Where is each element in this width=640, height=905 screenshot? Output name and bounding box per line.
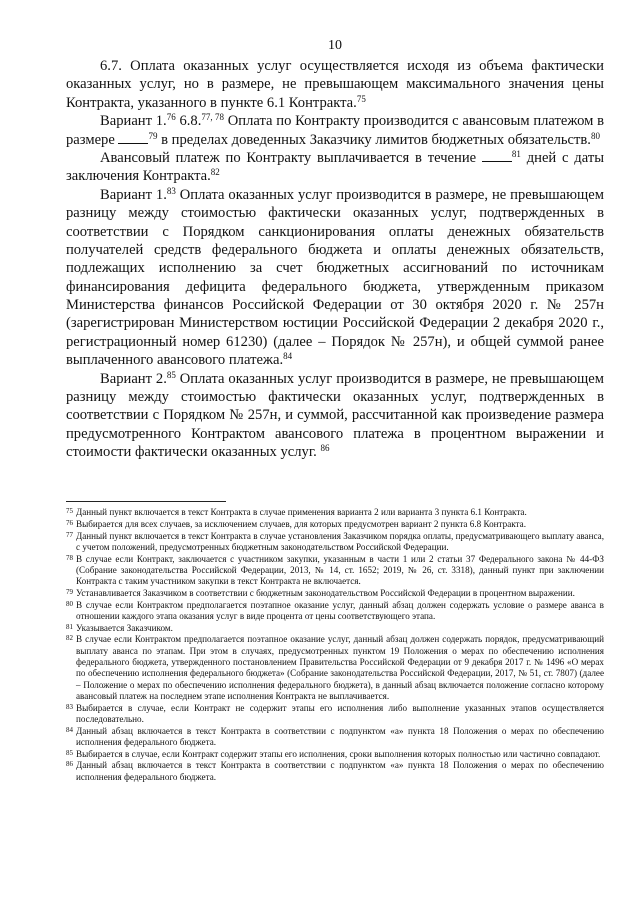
footnote — [66, 554, 604, 588]
footnote-text: Данный пункт включается в текст Контракта в случае применения варианта 2 или варианта 3 пункта 6.1 Контракта. — [76, 507, 527, 518]
footnotes — [66, 507, 604, 783]
paragraph-variant-1-payment — [66, 186, 604, 369]
contract-body — [66, 57, 604, 461]
footnote — [66, 600, 604, 623]
footnote-number: 84 — [66, 725, 73, 734]
paragraph-6-7 — [66, 57, 604, 112]
footnote-number: 81 — [66, 622, 73, 631]
footnote-ref: 75 — [356, 93, 366, 104]
paragraph-text: Авансовый платеж по Контракту выплачивается в течение — [100, 150, 482, 167]
footnote-text: Выбирается в случае, если Контракт не содержит этапы его исполнения либо выполнение указанных этапов осуществляется последовательно. — [76, 702, 604, 725]
footnote-ref: 80 — [590, 130, 600, 141]
paragraph-variant-1-advance — [66, 112, 604, 149]
footnote-ref: 82 — [210, 167, 220, 178]
footnote-number: 77 — [66, 530, 73, 539]
footnote — [66, 726, 604, 749]
footnote-number: 75 — [66, 507, 73, 516]
footnote-text: Устанавливается Заказчиком в соответствии с бюджетным законодательством Российской Федерации в процентном выражении. — [76, 587, 575, 598]
paragraph-text: 6.7. Оплата оказанных услуг осуществляется исходя из объема фактически оказанных услуг, но в размере, не превышающем максимального значения цены Контракта, указанного в пункте 6.1 Контракта. — [66, 58, 604, 111]
footnote — [66, 519, 604, 530]
footnote-ref: 76 — [166, 112, 176, 123]
blank-line — [482, 150, 512, 162]
footnote-ref: 83 — [166, 185, 176, 196]
blank-line — [118, 132, 148, 144]
footnote — [66, 703, 604, 726]
paragraph-variant-2-payment — [66, 370, 604, 462]
footnote-text: Выбирается в случае, если Контракт содержит этапы его исполнения, сроки выполнения которых полностью или частично совпадают. — [76, 748, 601, 759]
footnote-text: Указывается Заказчиком. — [76, 622, 173, 633]
footnote-number: 80 — [66, 599, 73, 608]
paragraph-text: Оплата оказанных услуг производится в размере, не превышающем разницу между стоимостью фактически оказанных услуг, подтвержденных в соответствии с Порядком № 257н, и суммой, рассчитанной как произведение размера предусмотренного Контрактом авансового платежа в процентном выражении и стоимости фактически оказанных услуг. — [66, 370, 604, 460]
footnote-number: 79 — [66, 587, 73, 596]
footnote — [66, 749, 604, 760]
footnote-number: 85 — [66, 748, 73, 757]
footnote-ref: 85 — [166, 369, 176, 380]
footnote-ref: 77, 78 — [201, 112, 224, 123]
footnote — [66, 760, 604, 783]
footnote-ref: 79 — [148, 130, 158, 141]
paragraph-text: Вариант 2. — [100, 370, 167, 387]
footnote-text: В случае если Контракт, заключается с участником закупки, указанным в части 1 или 2 статьи 37 Федерального закона № 44-ФЗ (Собрание законодательства Российской Федерации, 2013, № 14, ст. 1652; 2019, № 26, ст. 3318), данный пункт при заключении Контракта с таким участником закупки в текст Контракта не включается. — [76, 553, 604, 587]
paragraph-text: Вариант 1. — [100, 113, 167, 130]
footnote — [66, 588, 604, 599]
footnote-text: Выбирается для всех случаев, за исключением случаев, для которых предусмотрен вариант 2 пункта 6.8 Контракта. — [76, 518, 526, 529]
footnote-text: В случае если Контрактом предполагается поэтапное оказание услуг, данный абзац должен содержать условие о размере аванса в отношении каждого этапа оказания услуг в виде процента от цены соответствующего этапа. — [76, 599, 604, 621]
footnote — [66, 507, 604, 518]
footnote-divider — [66, 501, 226, 502]
footnote-text: Данный абзац включается в текст Контракта в соответствии с подпунктом «а» пункта 18 Положения о мерах по обеспечению исполнения федерального бюджета. — [76, 760, 604, 782]
footnote-ref: 84 — [283, 351, 293, 362]
footnote-text: В случае если Контрактом предполагается поэтапное оказание услуг, данный абзац должен содержать порядок, предусматривающий выплату аванса по этапам. При этом в случаях, предусмотренных пунктом 19 Положения о мерах по обеспечению исполнения федерального бюджета, утвержденного постановлением Правительства Российской Федерации от 9 декабря 2017 г. № 1496 «О мерах по обеспечению исполнения федерального бюджета» (Собрание законодательства Российской Федерации, 2017, № 51, ст. 7807) (далее – Положение о мерах по обеспечению исполнения федерального бюджета), в данный абзац включается положение согласно которому авансовый платеж на последнем этапе исполнения Контракта не выплачивается. — [76, 634, 604, 702]
footnote-ref: 81 — [511, 149, 521, 160]
footnote — [66, 531, 604, 554]
footnote-text: Данный абзац включается в текст Контракта в соответствии с подпунктом «а» пункта 18 Положения о мерах по обеспечению исполнения федерального бюджета. — [76, 725, 604, 748]
paragraph-text: Оплата оказанных услуг производится в размере, не превышающем разницу между стоимостью фактически оказанных услуг, подтвержденных в соответствии с Порядком санкционирования оплаты денежных обязательств получателей средств федерального бюджета и оплаты денежных обязательств, подлежащих исполнению за счет бюджетных ассигнований по источникам финансирования дефицита федерального бюджета, утвержденным приказом Министерства финансов Российской Федерации от 30 октября 2020 г. № 257н (зарегистрирован Министерством юстиции Российской Федерации 2 декабря 2020 г., регистрационный номер 61230) (далее – Порядок № 257н), и общей суммой ранее выплаченного авансового платежа. — [66, 186, 604, 369]
paragraph-text: 6.8. — [175, 113, 202, 130]
paragraph-advance-term — [66, 149, 604, 186]
footnote — [66, 623, 604, 634]
paragraph-text: Оплата по Контракту производится с авансовым платежом в размере — [66, 113, 605, 148]
footnote-ref: 86 — [320, 442, 330, 453]
footnote-number: 86 — [66, 760, 73, 769]
footnote-number: 78 — [66, 553, 73, 562]
footnote-text: Данный пункт включается в текст Контракта в случае установления Заказчиком порядка оплаты, предусматривающего выплату аванса, с учетом положений, предусмотренных бюджетным законодательством Российской Федерации. — [76, 530, 604, 552]
paragraph-text: дней с даты заключения Контракта. — [66, 150, 604, 185]
footnote-number: 76 — [66, 518, 73, 527]
footnote-number: 83 — [66, 702, 73, 711]
footnote — [66, 634, 604, 702]
page-number: 10 — [328, 38, 342, 53]
footnote-number: 82 — [66, 634, 73, 643]
paragraph-text: в пределах доведенных Заказчику лимитов бюджетных обязательств. — [157, 131, 591, 148]
paragraph-text: Вариант 1. — [100, 186, 167, 203]
